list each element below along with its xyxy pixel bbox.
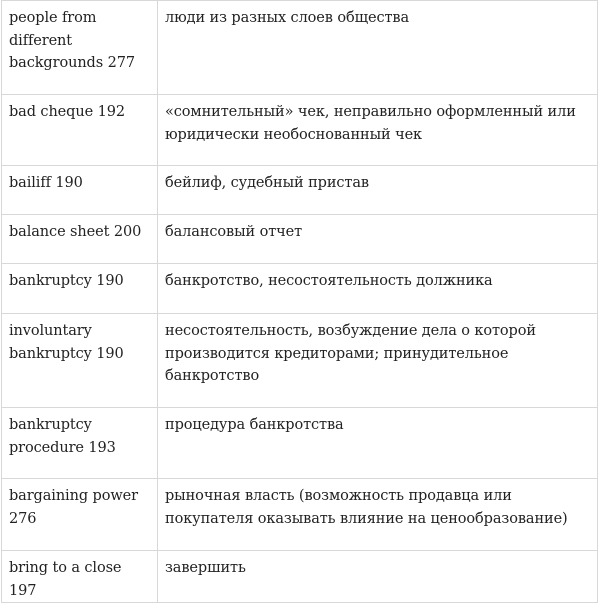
- term-cell: bankruptcy procedure 193: [2, 408, 158, 479]
- definition-cell: банкротство, несостоятельность должника: [158, 264, 598, 314]
- table-row: [2, 551, 598, 603]
- definition-cell: завершить: [158, 551, 598, 603]
- term-cell: bailiff 190: [2, 166, 158, 215]
- definition-cell: «сомнительный» чек, неправильно оформленный или юридически необоснованный чек: [158, 95, 598, 166]
- term-cell: balance sheet 200: [2, 215, 158, 264]
- term-cell: bankruptcy 190: [2, 264, 158, 314]
- table-row: [2, 1, 598, 95]
- table-row: [2, 215, 598, 264]
- term-cell: involuntary bankruptcy 190: [2, 314, 158, 408]
- definition-cell: люди из разных слоев общества: [158, 1, 598, 95]
- definition-cell: процедура банкротства: [158, 408, 598, 479]
- table-row: [2, 408, 598, 479]
- table-row: [2, 314, 598, 408]
- definition-cell: несостоятельность, возбуждение дела о которой производится кредиторами; принудительное банкротство: [158, 314, 598, 408]
- term-cell: people from different backgrounds 277: [2, 1, 158, 95]
- table-row: [2, 95, 598, 166]
- definition-cell: бейлиф, судебный пристав: [158, 166, 598, 215]
- term-cell: bring to a close 197: [2, 551, 158, 603]
- table-row: [2, 479, 598, 551]
- table-row: [2, 264, 598, 314]
- definition-cell: рыночная власть (возможность продавца или покупателя оказывать влияние на ценообразование): [158, 479, 598, 551]
- term-cell: bad cheque 192: [2, 95, 158, 166]
- glossary-table: [1, 0, 598, 603]
- definition-cell: балансовый отчет: [158, 215, 598, 264]
- term-cell: bargaining power 276: [2, 479, 158, 551]
- table-row: [2, 166, 598, 215]
